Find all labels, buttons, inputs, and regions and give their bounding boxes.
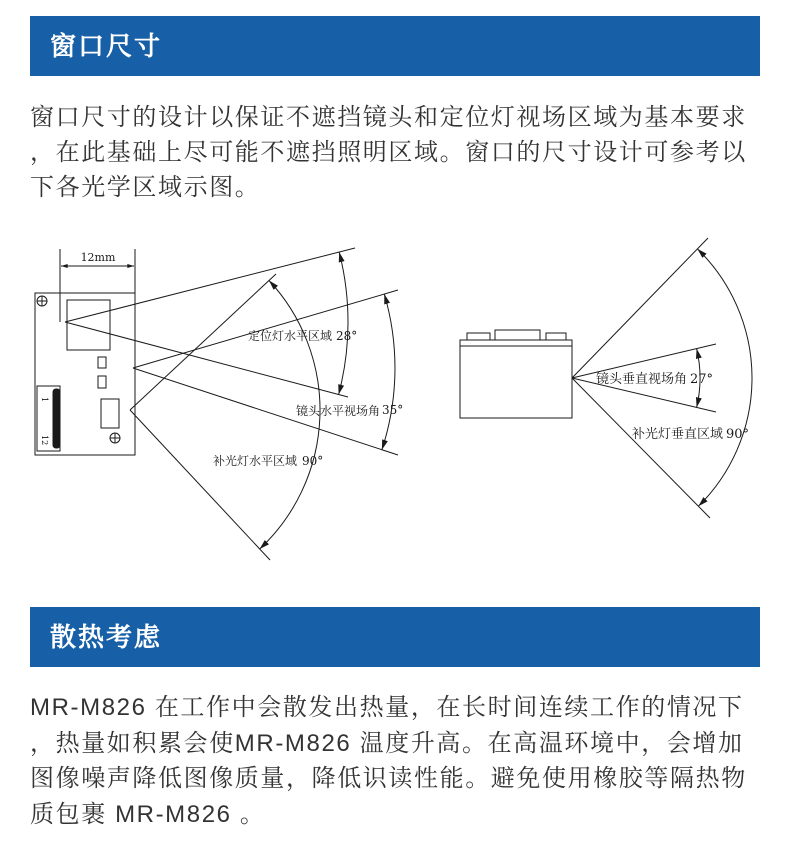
- device-top-feature-right: [546, 333, 566, 340]
- section-header-heat-dissipation: [30, 607, 760, 667]
- component-small-upper: [98, 357, 106, 368]
- paragraph-line: 质包裹 MR-M826 。: [30, 800, 266, 828]
- mounting-hole-icon: [37, 296, 47, 306]
- component-small-lower: [98, 376, 106, 388]
- lens-window: [67, 300, 110, 350]
- fill-light-vertical-lower-bound: [572, 378, 710, 518]
- positioning-light-angle: 28°: [336, 329, 358, 343]
- section-header-window-size: [30, 16, 760, 76]
- fill-light-vertical-label: 补光灯垂直区域: [632, 427, 724, 442]
- lens-vertical-label: 镜头垂直视场角: [596, 372, 688, 387]
- lens-horizontal-angle-arc: [382, 294, 395, 450]
- component-block: [101, 399, 119, 428]
- paragraph-line: ，热量如积累会使MR-M826 温度升高。在高温环境中，会增加: [30, 729, 744, 757]
- paragraph-line: ，在此基础上尽可能不遮挡照明区域。窗口的尺寸设计可参考以: [30, 139, 747, 166]
- heat-dissipation-paragraph: [30, 690, 770, 832]
- vertical-view-labels: [596, 371, 749, 442]
- paragraph-line: 窗口尺寸的设计以保证不遮挡镜头和定位灯视场区域为基本要求: [30, 104, 747, 131]
- fill-light-horizontal-angle: 90°: [302, 454, 324, 468]
- lens-horizontal-label: 镜头水平视场角: [296, 404, 381, 418]
- optical-zone-diagram: [0, 230, 790, 580]
- fill-light-vertical-upper-bound: [572, 238, 708, 378]
- fill-light-horizontal-lower-bound: [130, 410, 270, 560]
- device-top-connector: [495, 330, 540, 340]
- device-top-feature-left: [467, 333, 490, 340]
- paragraph-line: 图像噪声降低图像质量，降低识读性能。避免使用橡胶等隔热物: [30, 765, 747, 792]
- fill-light-vertical-angle: 90°: [726, 427, 750, 442]
- lens-vertical-angle: 27°: [690, 372, 714, 387]
- connector-pin-first-label: 1: [40, 397, 49, 403]
- paragraph-line: MR-M826 在工作中会散发出热量，在长时间连续工作的情况下: [30, 694, 744, 721]
- section-title: 散热考虑: [50, 622, 163, 652]
- window-size-paragraph: [30, 100, 770, 205]
- section-title: 窗口尺寸: [50, 31, 163, 61]
- connector-pin-last-label: 12: [40, 435, 49, 446]
- dimension-label: 12mm: [80, 251, 116, 264]
- fill-light-horizontal-label: 补光灯水平区域: [213, 454, 298, 468]
- positioning-light-angle-arc: [339, 252, 348, 394]
- horizontal-view-labels: [40, 251, 403, 468]
- paragraph-line: 下各光学区域示图。: [30, 174, 261, 201]
- device-body-outline: [460, 340, 572, 418]
- positioning-light-label: 定位灯水平区域: [248, 329, 333, 343]
- lens-horizontal-angle: 35°: [382, 403, 404, 417]
- mounting-hole-icon: [110, 433, 120, 443]
- connector-bar: [53, 389, 60, 448]
